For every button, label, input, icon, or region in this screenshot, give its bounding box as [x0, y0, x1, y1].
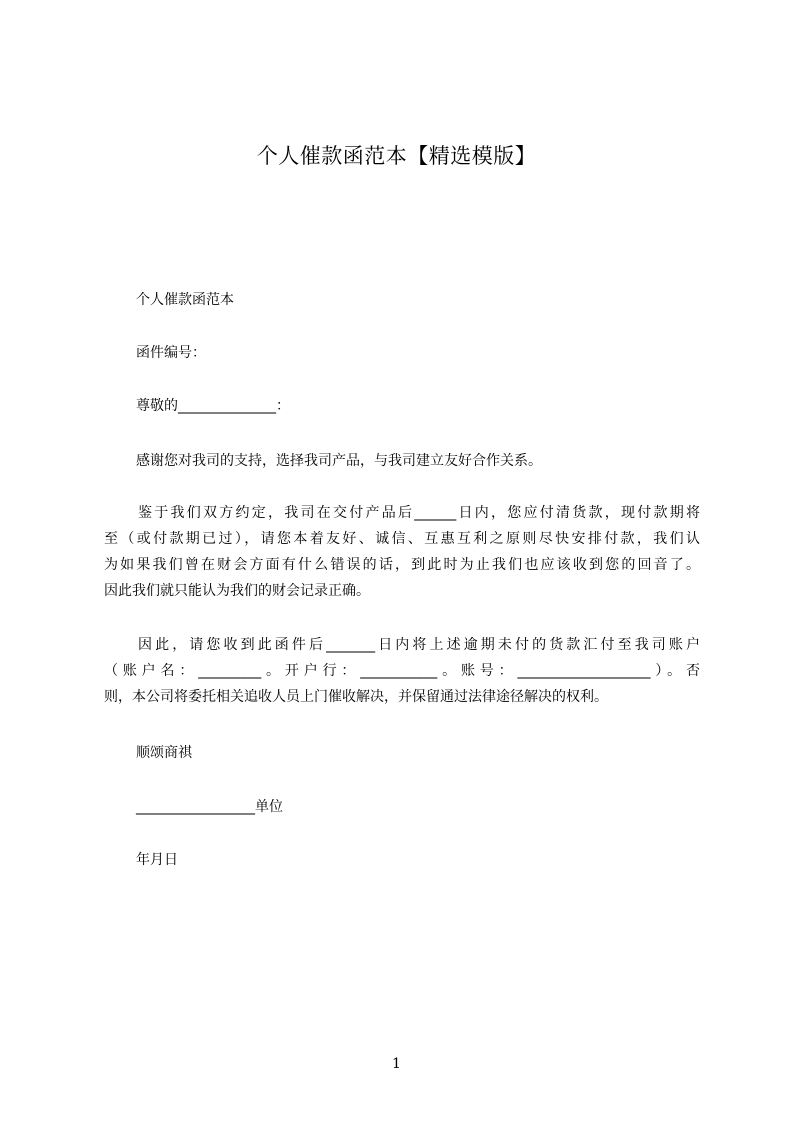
letter-closing: 顺颂商祺: [136, 745, 192, 761]
letter-heading: 个人催款函范本: [136, 292, 234, 308]
paragraph-1-line: 至（或付款期已过），请您本着友好、诚信、互惠互利之原则尽快安排付款，我们认: [104, 531, 700, 547]
letter-thanks: 感谢您对我司的支持，选择我司产品，与我司建立友好合作关系。: [136, 453, 542, 469]
paragraph-2-line: 因此，请您收到此函件后_______日内将上述逾期未付的货款汇付至我司账户: [138, 637, 700, 653]
document-title: 个人催款函范本【精选模版】: [256, 144, 537, 168]
paragraph-1-line: 因此我们就只能认为我们的财会记录正确。: [104, 583, 370, 599]
letter-unit-line: _________________单位: [136, 799, 283, 815]
paragraph-1-line: 鉴于我们双方约定，我司在交付产品后______日内，您应付清货款，现付款期将: [138, 505, 700, 521]
paragraph-2-line: 则，本公司将委托相关追收人员上门催收解决，并保留通过法律途径解决的权利。: [104, 689, 608, 705]
letter-number-label: 函件编号：: [136, 345, 206, 361]
page-number: 1: [392, 1056, 401, 1072]
letter-paragraph-1: [104, 500, 700, 604]
paragraph-1-line: 为如果我们曾在财会方面有什么错误的话，到此时为止我们也应该收到您的回音了。: [104, 557, 700, 573]
paragraph-2-line: （账户名：_________。开户行：___________。账号：___________________）。否: [104, 663, 700, 679]
letter-salutation: 尊敬的______________：: [136, 398, 290, 414]
letter-date-line: 年月日: [136, 852, 178, 868]
letter-paragraph-2: [104, 632, 700, 710]
